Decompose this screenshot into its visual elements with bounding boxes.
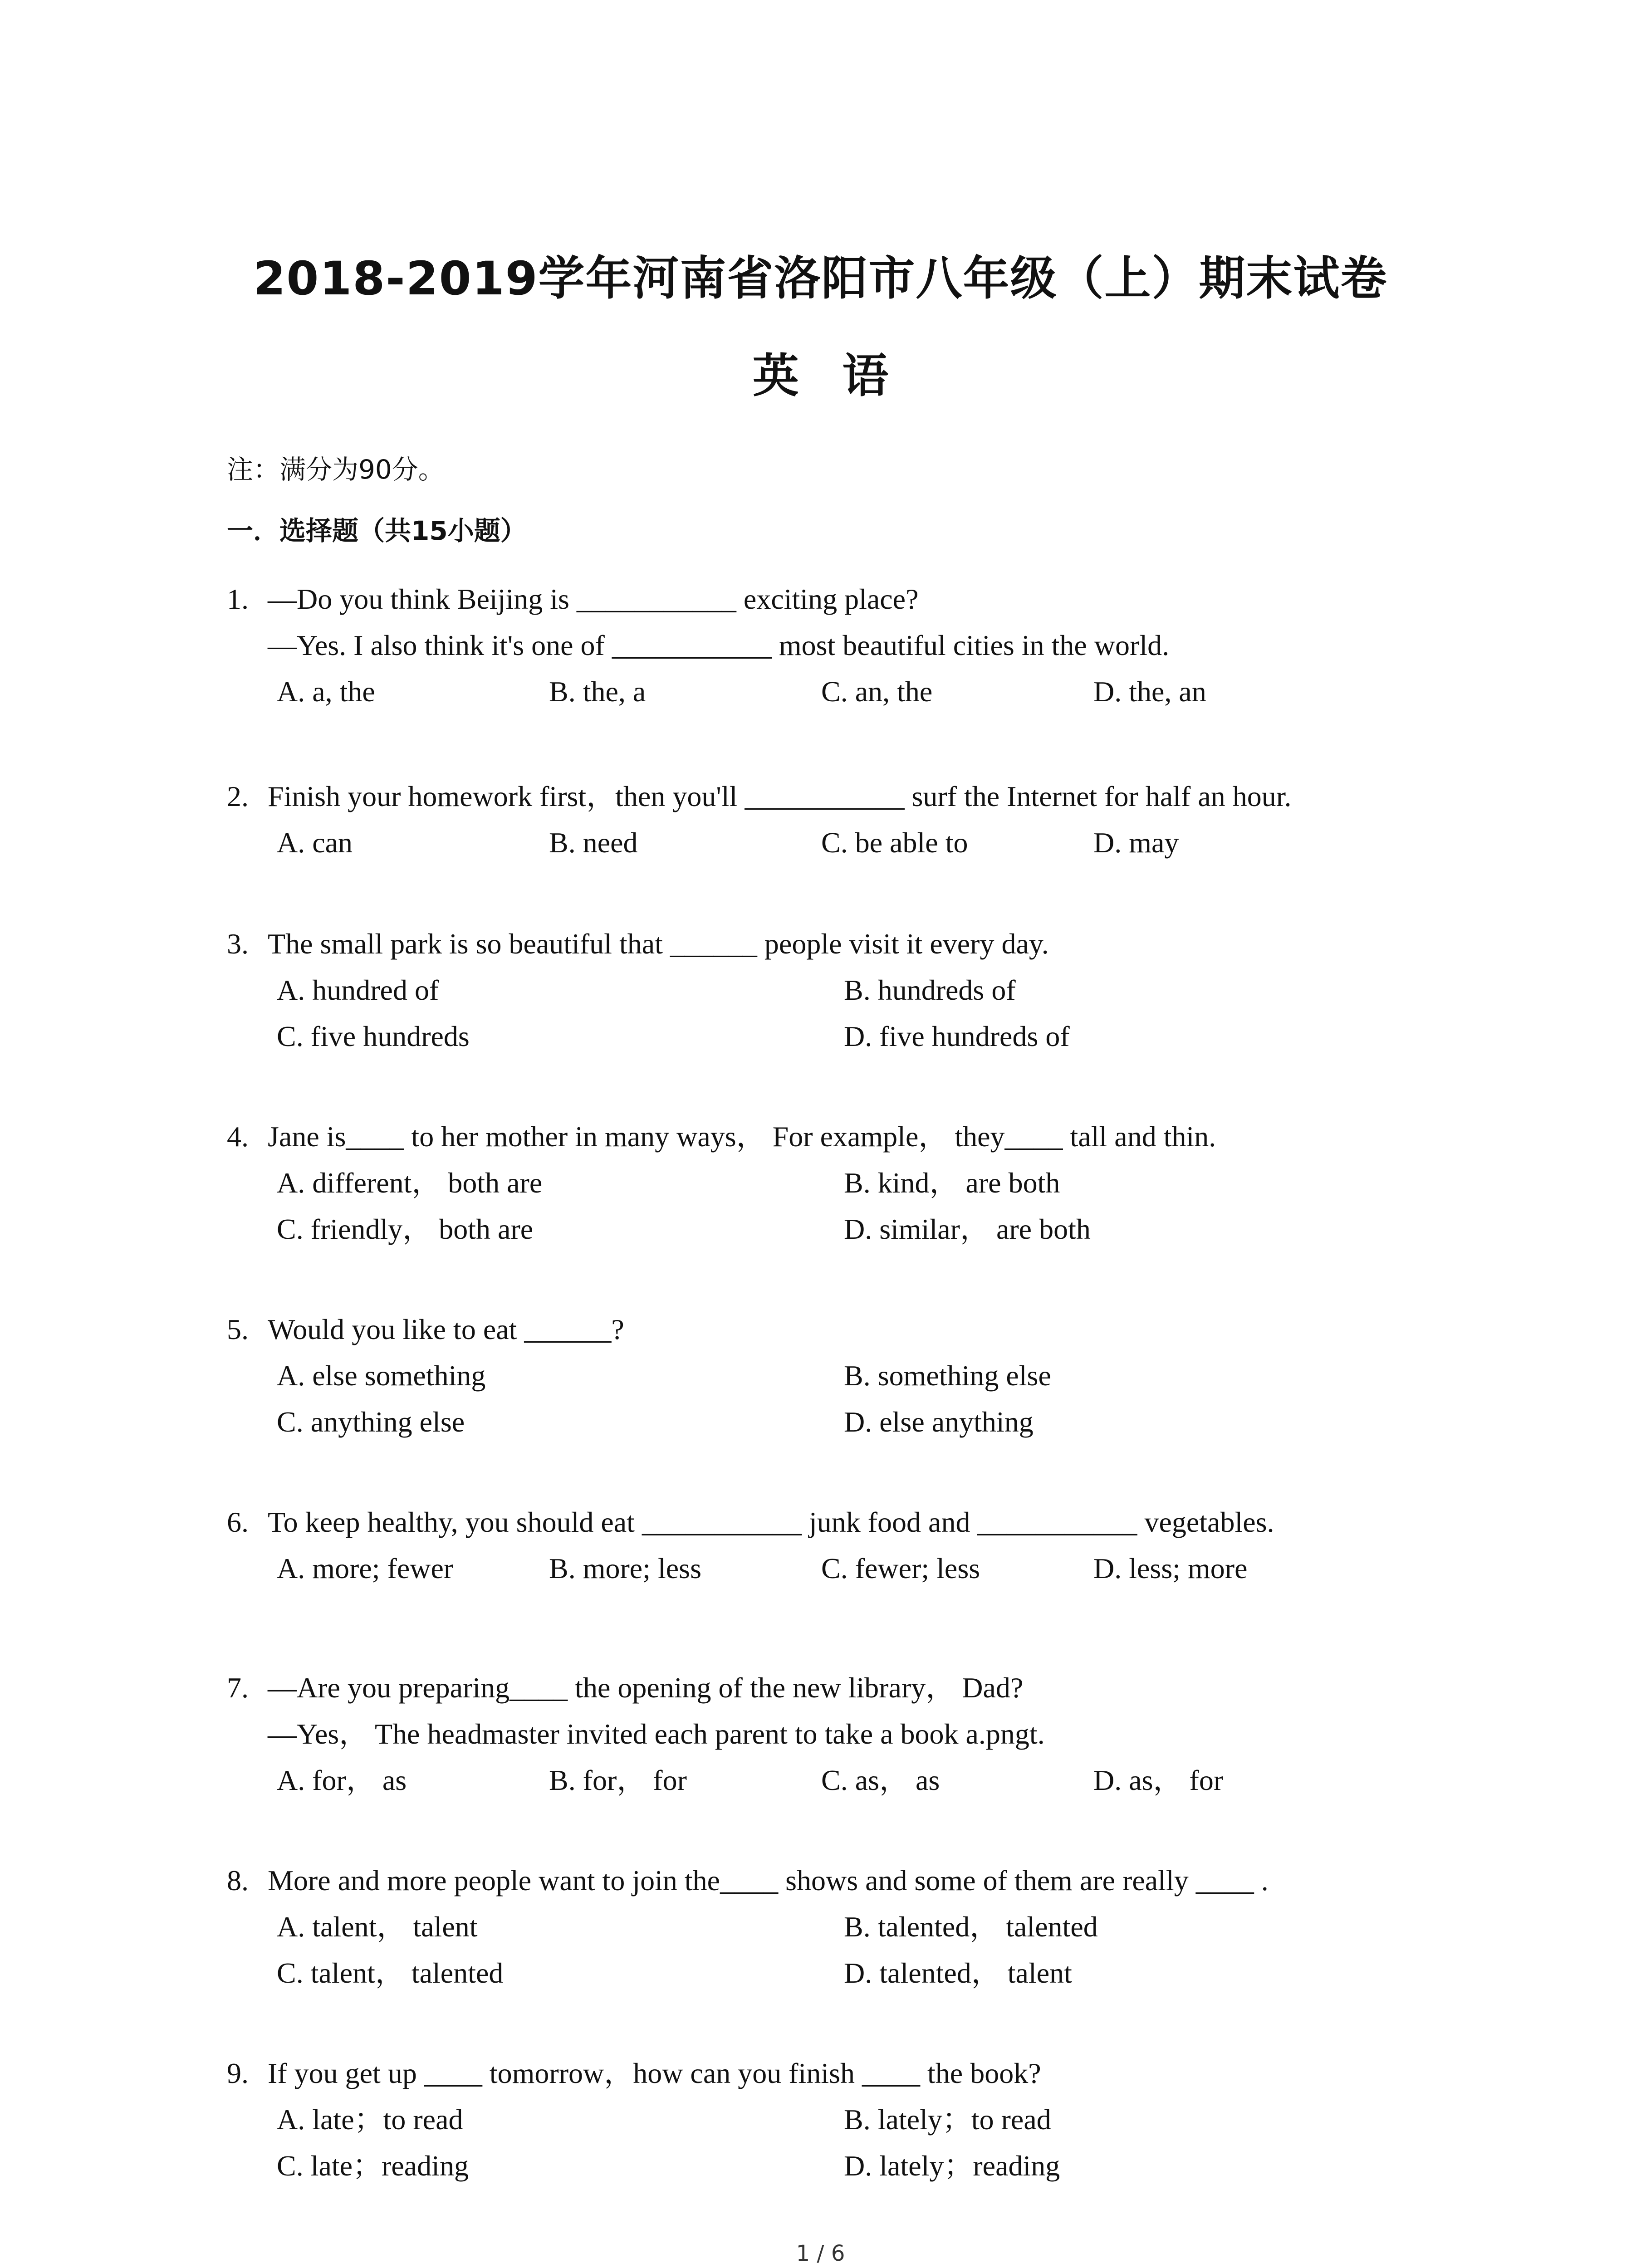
answer-option: C. late；reading: [277, 2150, 469, 2182]
question-text: —Yes， The headmaster invited each parent to take a book a.pngt.: [268, 1718, 1045, 1750]
page-number: 1 / 6: [796, 2241, 845, 2266]
answer-option: A. more; fewer: [277, 1552, 454, 1584]
answer-option: A. late；to read: [277, 2103, 463, 2136]
question-number: 3.: [227, 928, 249, 960]
answer-option: A. for， as: [277, 1764, 407, 1796]
answer-option: B. the, a: [549, 675, 646, 708]
options-row: [227, 669, 1416, 715]
question-8: [227, 1857, 1416, 1996]
answer-option: C. fewer; less: [821, 1552, 980, 1584]
question-9: [227, 2050, 1416, 2189]
question-number: 1.: [227, 583, 249, 615]
options-row: [227, 2097, 1416, 2143]
question-text: To keep healthy, you should eat ___________ junk food and ___________ vegetables.: [268, 1506, 1274, 1538]
answer-option: D. talented， talent: [844, 1957, 1072, 1989]
answer-option: D. as， for: [1093, 1764, 1224, 1796]
question-text: Would you like to eat ______?: [268, 1313, 624, 1345]
answer-option: B. for， for: [549, 1764, 687, 1796]
question-line: [227, 773, 1416, 820]
question-6: [227, 1499, 1416, 1592]
question-number: 7.: [227, 1672, 249, 1704]
question-line: [227, 622, 1416, 669]
answer-option: A. a, the: [277, 675, 375, 708]
question-3: [227, 921, 1416, 1060]
answer-option: A. hundred of: [277, 974, 439, 1006]
answer-option: B. talented， talented: [844, 1911, 1098, 1943]
question-text: Finish your homework first，then you'll ___________ surf the Internet for half an hour.: [268, 780, 1292, 812]
answer-option: A. else something: [277, 1359, 486, 1392]
options-row: [227, 820, 1416, 866]
question-text: If you get up ____ tomorrow，how can you finish ____ the book?: [268, 2057, 1041, 2089]
answer-option: A. talent， talent: [277, 1911, 478, 1943]
options-row: [227, 2143, 1416, 2189]
options-row: [227, 1160, 1416, 1206]
question-line: [227, 1499, 1416, 1545]
question-line: [227, 1306, 1416, 1353]
answer-option: D. five hundreds of: [844, 1020, 1070, 1052]
answer-option: C. an, the: [821, 675, 933, 708]
answer-option: D. less; more: [1093, 1552, 1248, 1584]
question-2: [227, 773, 1416, 866]
answer-option: B. more; less: [549, 1552, 701, 1584]
answer-option: C. as， as: [821, 1764, 940, 1796]
question-number: 6.: [227, 1506, 249, 1538]
question-text: The small park is so beautiful that ______ people visit it every day.: [268, 928, 1049, 960]
subject-title: 英 语: [752, 349, 889, 403]
question-5: [227, 1306, 1416, 1445]
answer-option: D. may: [1093, 826, 1179, 859]
answer-option: B. hundreds of: [844, 974, 1016, 1006]
question-text: —Are you preparing____ the opening of the new library， Dad?: [268, 1672, 1024, 1704]
question-number: 8.: [227, 1864, 249, 1897]
question-number: 5.: [227, 1313, 249, 1345]
question-text: Jane is____ to her mother in many ways， For example， they____ tall and thin.: [268, 1120, 1216, 1153]
answer-option: B. lately；to read: [844, 2103, 1051, 2136]
options-row: [227, 1545, 1416, 1592]
options-row: [227, 1206, 1416, 1252]
question-line: [227, 1857, 1416, 1904]
question-text: More and more people want to join the____ shows and some of them are really ____ .: [268, 1864, 1269, 1897]
question-number: 2.: [227, 780, 249, 812]
answer-option: B. something else: [844, 1359, 1051, 1392]
question-number: 4.: [227, 1120, 249, 1153]
question-line: [227, 1711, 1416, 1757]
answer-option: C. friendly， both are: [277, 1213, 534, 1245]
question-1: [227, 576, 1416, 715]
answer-option: C. talent， talented: [277, 1957, 504, 1989]
answer-option: C. five hundreds: [277, 1020, 470, 1052]
page-title: 2018-2019学年河南省洛阳市八年级（上）期末试卷: [253, 252, 1388, 306]
question-line: [227, 576, 1416, 622]
question-line: [227, 1114, 1416, 1160]
answer-option: C. anything else: [277, 1406, 465, 1438]
answer-option: A. can: [277, 826, 353, 859]
question-line: [227, 2050, 1416, 2097]
question-line: [227, 921, 1416, 967]
options-row: [227, 967, 1416, 1013]
question-number: 9.: [227, 2057, 249, 2089]
answer-option: D. similar， are both: [844, 1213, 1091, 1245]
answer-option: D. the, an: [1093, 675, 1206, 708]
options-row: [227, 1353, 1416, 1399]
answer-option: B. need: [549, 826, 638, 859]
answer-option: D. lately；reading: [844, 2150, 1060, 2182]
answer-option: D. else anything: [844, 1406, 1034, 1438]
score-note: 注：满分为90分。: [227, 454, 445, 485]
question-text: —Do you think Beijing is ___________ exciting place?: [268, 583, 919, 615]
question-4: [227, 1114, 1416, 1252]
question-7: [227, 1665, 1416, 1804]
options-row: [227, 1013, 1416, 1060]
answer-option: B. kind， are both: [844, 1167, 1060, 1199]
answer-option: C. be able to: [821, 826, 968, 859]
options-row: [227, 1904, 1416, 1950]
answer-option: A. different， both are: [277, 1167, 543, 1199]
question-line: [227, 1665, 1416, 1711]
options-row: [227, 1950, 1416, 1996]
section-heading: 一．选择题（共15小题）: [227, 515, 527, 546]
question-text: —Yes. I also think it's one of ___________ most beautiful cities in the world.: [268, 629, 1170, 661]
options-row: [227, 1757, 1416, 1804]
options-row: [227, 1399, 1416, 1445]
